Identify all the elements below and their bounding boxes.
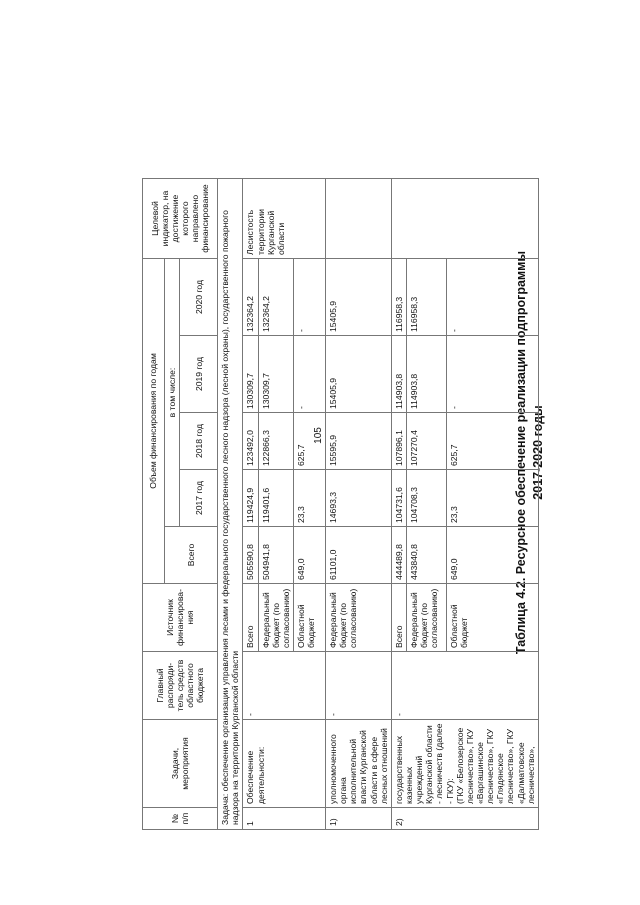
block3-r3-2020: - bbox=[446, 259, 538, 336]
block3-target bbox=[391, 179, 538, 259]
block1-num: 1 bbox=[243, 808, 326, 830]
block1-r3-2018: 625,7 bbox=[293, 413, 325, 470]
block2-r1-2017: 14693,3 bbox=[325, 470, 391, 527]
block3-r1-2017: 104731,6 bbox=[391, 470, 406, 527]
block1-name: Обеспечение деятельности: bbox=[243, 720, 326, 808]
block3-r1-source: Всего bbox=[391, 584, 406, 652]
header-2020: 2020 год bbox=[180, 259, 218, 336]
block2-r1-2018: 15595,9 bbox=[325, 413, 391, 470]
block3-r2-2019: 114903,8 bbox=[406, 336, 446, 413]
block3-r1-2018: 107896,1 bbox=[391, 413, 406, 470]
block3-r3-source: Областной бюджет bbox=[446, 584, 538, 652]
header-volume: Объем финансирования по годам bbox=[143, 259, 165, 584]
block1-r2-source: Федеральный бюджет (по согласованию) bbox=[258, 584, 293, 652]
block1-r2-2018: 122866,3 bbox=[258, 413, 293, 470]
block2-r1-2019: 15405,9 bbox=[325, 336, 391, 413]
block1-r3-2017: 23,3 bbox=[293, 470, 325, 527]
block3-manager: - bbox=[391, 652, 538, 720]
resource-table bbox=[142, 178, 539, 830]
block2-target bbox=[325, 179, 391, 259]
table-subtitle: 2017-2020 годы bbox=[531, 405, 545, 500]
block1-r2-2017: 119401,6 bbox=[258, 470, 293, 527]
header-2018: 2018 год bbox=[180, 413, 218, 470]
header-including: в том числе: bbox=[165, 259, 180, 527]
block1-r2-2020: 132364,2 bbox=[258, 259, 293, 336]
header-total: Всего bbox=[165, 527, 218, 584]
block1-r1-2020: 132364,2 bbox=[243, 259, 258, 336]
block2-r1-2020: 15405,9 bbox=[325, 259, 391, 336]
header-manager: Главный распоряди-тель средств областного бюджета bbox=[143, 652, 218, 720]
block3-r3-2019: - bbox=[446, 336, 538, 413]
block1-r3-2020: - bbox=[293, 259, 325, 336]
block2-manager: - bbox=[325, 652, 391, 720]
block1-r3-2019: - bbox=[293, 336, 325, 413]
block2-r1-total: 61101,0 bbox=[325, 527, 391, 584]
block1-target: Лесистость территории Курганской области bbox=[243, 179, 326, 259]
block3-r3-2017: 23,3 bbox=[446, 470, 538, 527]
page-number: 105 bbox=[312, 427, 324, 444]
block2-num: 1) bbox=[325, 808, 391, 830]
block3-r3-2018: 625,7 bbox=[446, 413, 538, 470]
header-2017: 2017 год bbox=[180, 470, 218, 527]
block1-r1-2017: 119424,9 bbox=[243, 470, 258, 527]
header-task: Задачи, мероприятия bbox=[143, 720, 218, 808]
block3-num: 2) bbox=[391, 808, 538, 830]
block1-r3-total: 649,0 bbox=[293, 527, 325, 584]
header-target: Целевой индикатор, на достижение которого направлено финансирование bbox=[143, 179, 218, 259]
block1-r1-total: 505590,8 bbox=[243, 527, 258, 584]
header-2019: 2019 год bbox=[180, 336, 218, 413]
header-source: Источник финансирова-ния bbox=[143, 584, 218, 652]
block1-r3-source: Областной бюджет bbox=[293, 584, 325, 652]
block1-r1-2018: 123492,0 bbox=[243, 413, 258, 470]
block3-r2-source: Федеральный бюджет (по согласованию) bbox=[406, 584, 446, 652]
block3-r1-2019: 114903,8 bbox=[391, 336, 406, 413]
block2-r1-source: Федеральный бюджет (по согласованию) bbox=[325, 584, 391, 652]
block1-r1-source: Всего bbox=[243, 584, 258, 652]
task-row: Задача: обеспечение организации управления лесами и федерального государственного лесного надзора (лесной охраны), государственного пожарного надзора на территории Курганской области bbox=[218, 179, 243, 830]
block2-name: уполномоченного органа исполнительной власти Курганской области в сфере лесных отношений bbox=[325, 720, 391, 808]
block3-r2-2020: 116958,3 bbox=[406, 259, 446, 336]
block3-r2-2017: 104708,3 bbox=[406, 470, 446, 527]
block1-r2-2019: 130309,7 bbox=[258, 336, 293, 413]
block3-r1-2020: 116958,3 bbox=[391, 259, 406, 336]
block1-manager: - bbox=[243, 652, 326, 720]
header-num: № п/п bbox=[143, 808, 218, 830]
block3-r2-total: 443840,8 bbox=[406, 527, 446, 584]
block3-r2-2018: 107270,4 bbox=[406, 413, 446, 470]
block3-r1-total: 444489,8 bbox=[391, 527, 406, 584]
table-title: Таблица 4.2. Ресурсное обеспечение реализации подпрограммы bbox=[514, 250, 528, 655]
block1-r2-total: 504941,8 bbox=[258, 527, 293, 584]
block3-name: государственных казенных учреждений Курганской области - лесничеств (далее - ГКУ): (ГКУ «Белозерское лесничество», ГКУ «Варгашинское лесничество», ГКУ «Глядянское лесничество», ГКУ «Далматовское лесничество», bbox=[391, 720, 538, 808]
block1-r1-2019: 130309,7 bbox=[243, 336, 258, 413]
block3-r3-total: 649,0 bbox=[446, 527, 538, 584]
